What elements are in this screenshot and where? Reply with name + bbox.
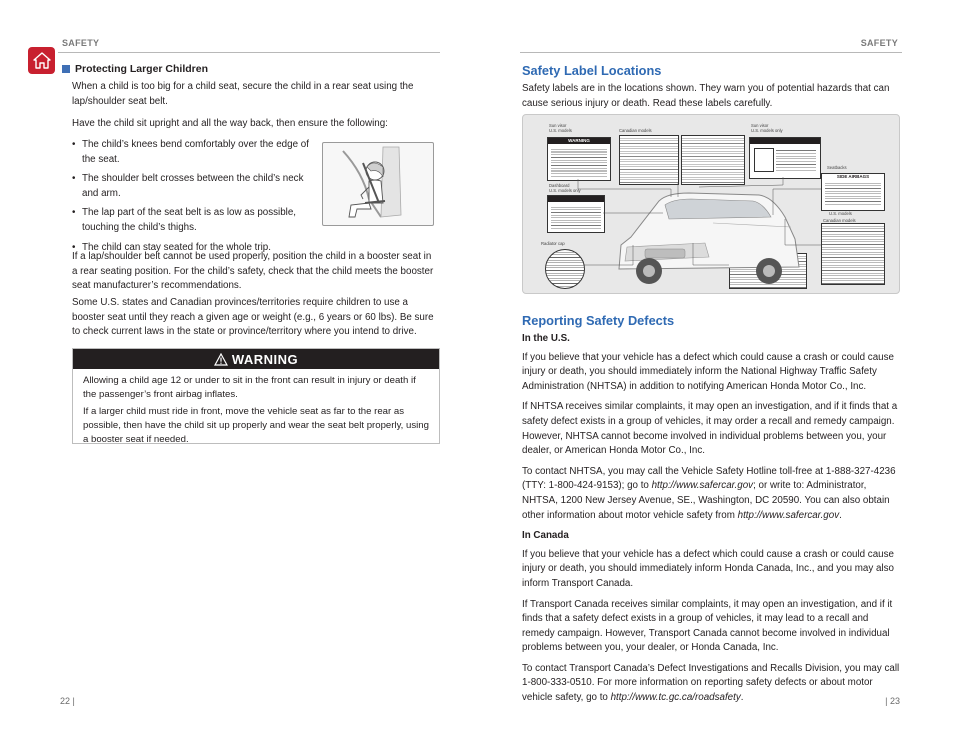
warning-text: If a larger child must ride in front, move the vehicle seat as far to the rear as possible, then have the child sit up properly and wear the seat belt properly, using a booster seat if needed.: [83, 406, 429, 445]
home-icon: [33, 52, 51, 69]
labels-intro: Safety labels are in the locations shown. They warn you of potential hazards that can cause serious injury or death. Read these labels carefully.: [522, 83, 890, 109]
warning-header: [73, 349, 439, 369]
callout-seatbacks: Seatbacks: [827, 165, 847, 170]
page-number: 22 |: [60, 696, 75, 706]
page-number: | 23: [885, 696, 900, 706]
intro-paragraph: When a child is too big for a child seat, secure the child in a rear seat using the lap/shoulder seat belt.: [72, 81, 414, 107]
canada-paragraph-2: If Transport Canada receives similar complaints, it may open an investigation, and if it finds that a safety defect exists in a group of vehicles, it may lead to a recall and remedy campaign. However, Transport Canada cannot become involved in individual problems between you, your dealer, or Honda Canada, Inc.: [522, 598, 893, 654]
list-item: • The child can stay seated for the whole trip.: [72, 241, 310, 256]
safety-label-figure: [522, 114, 900, 294]
warning-box: [72, 348, 440, 444]
section-title-defects: Reporting Safety Defects: [522, 313, 675, 328]
callout-canadian-models: Canadian models: [619, 128, 652, 133]
callout-us-models: U.S. models: [829, 211, 852, 216]
running-head: SAFETY: [62, 38, 100, 48]
section-title-labels: Safety Label Locations: [522, 63, 662, 78]
check-list: [72, 138, 310, 260]
section-title: [62, 63, 208, 75]
text-span: To contact Transport Canada’s Defect Investigations and Recalls Division, you may call 1-800-333-0510. For more information on reporting safety defects or about motor vehicle safety, go to: [522, 662, 900, 704]
child-seatbelt-illustration: [322, 142, 434, 226]
callout-sun-visor-us-only: Sun visor U.S. models only: [751, 123, 783, 133]
label-side-airbags-text: SIDE AIRBAGS: [836, 174, 870, 179]
warning-text: Allowing a child age 12 or under to sit in the front can result in injury or death if the passenger’s front airbag inflates.: [83, 375, 416, 400]
safercar-link[interactable]: http://www.safercar.gov: [651, 480, 754, 492]
leader-lines: [523, 115, 899, 293]
us-paragraph-3: [522, 465, 900, 523]
us-paragraph-2: If NHTSA receives similar complaints, it may open an investigation, and if it finds that a safety defect exists in a group of vehicles, it may order a recall and remedy campaign. However, NHTSA cannot become involved in individual problems between you, your dealer, or American Honda Motor Co., Inc.: [522, 401, 898, 457]
us-paragraph-1: If you believe that your vehicle has a defect which could cause a crash or could cause injury or death, you should immediately inform the National Highway Traffic Safety Administration (NHTSA) in addition to notifying American Honda Motor Co., Inc.: [522, 351, 894, 392]
text-span: ; or write to: Administrator, NHTSA, 1200 New Jersey Avenue, SE., Washington, DC 20590. You can also obtain other information about motor vehicle safety from: [522, 480, 890, 521]
text-span: .: [740, 692, 744, 704]
running-head: SAFETY: [860, 38, 898, 48]
header-rule: [520, 52, 902, 53]
laws-paragraph: Some U.S. states and Canadian provinces/territories require children to use a booster seat until they reach a given age or weight (e.g., 6 years or 60 lbs). Be sure to check current laws in the state or province/territory where you intend to drive.: [72, 297, 434, 338]
callout-sun-visor-us: Sun visor U.S. models: [549, 123, 572, 133]
safercar-link-2[interactable]: http://www.safercar.gov: [737, 509, 840, 521]
callout-canadian-models-2: Canadian models: [823, 218, 856, 223]
list-item: • The shoulder belt crosses between the child’s neck and arm.: [72, 172, 310, 201]
callout-dashboard: Dashboard U.S. models only: [549, 183, 581, 193]
defects-body: [522, 332, 900, 712]
callout-radiator-cap: Radiator cap: [541, 241, 565, 246]
subheading-canada: In Canada: [522, 530, 569, 542]
tc-roadsafety-link[interactable]: http://www.tc.gc.ca/roadsafety: [610, 692, 741, 704]
list-item: • The lap part of the seat belt is as low as possible, touching the child’s thighs.: [72, 206, 310, 235]
text-span: To contact NHTSA, you may call the Vehicle Safety Hotline toll-free at 1-888-327-4236 (TTY: 1-800-424-9153); go to: [522, 465, 896, 492]
section-title-text: Protecting Larger Children: [75, 63, 209, 75]
canada-paragraph-1: If you believe that your vehicle has a defect which could cause a crash or could cause injury or death, you should immediately inform Honda Canada, Inc., and you may also inform Transport Canada.: [522, 548, 894, 589]
header-rule: [58, 52, 440, 53]
booster-paragraph: If a lap/shoulder belt cannot be used properly, position the child in a booster seat in a rear seating position. For the child’s safety, check that the child meets the booster seat manufacturer’s recommendations.: [72, 251, 434, 292]
warning-triangle-icon: [214, 353, 228, 366]
label-warning-text: WARNING: [548, 138, 610, 144]
list-item: • The child’s knees bend comfortably over the edge of the seat.: [72, 138, 310, 167]
text-span: .: [839, 509, 842, 521]
subheading-us: In the U.S.: [522, 333, 570, 344]
canada-paragraph-3: [522, 662, 900, 706]
warning-label: WARNING: [231, 351, 299, 367]
section-bullet-icon: [62, 65, 70, 73]
upright-paragraph: Have the child sit upright and all the way back, then ensure the following:: [72, 118, 388, 129]
home-button[interactable]: [28, 47, 55, 74]
